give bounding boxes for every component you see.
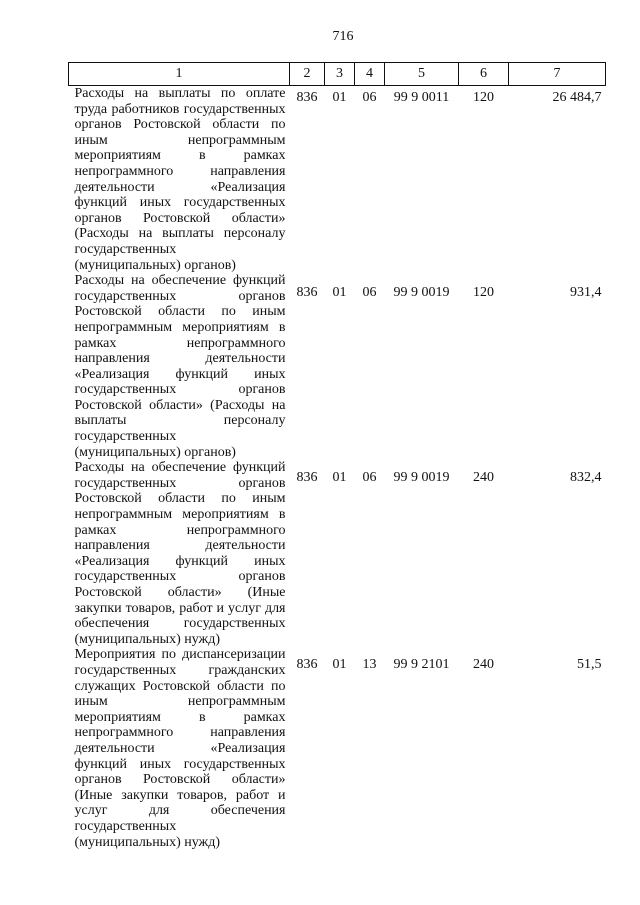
amount: 26 484,7 — [552, 90, 602, 105]
expense-type-code: 240 — [473, 470, 494, 486]
section-code: 01 — [332, 470, 347, 486]
target-article-code: 99 9 0011 — [393, 90, 450, 105]
ministry-code: 836 — [296, 285, 318, 301]
budget-table — [68, 62, 606, 850]
table-header-row — [69, 63, 606, 86]
section-code: 01 — [332, 90, 347, 105]
expense-type-code: 240 — [473, 657, 494, 673]
table-row — [69, 86, 606, 274]
table-row — [69, 647, 606, 850]
section-code: 01 — [332, 657, 347, 673]
section-code: 01 — [332, 285, 347, 301]
column-header: 3 — [325, 63, 355, 86]
amount: 832,4 — [570, 470, 602, 486]
amount: 931,4 — [570, 285, 602, 301]
row-description: Расходы на обеспечение функций государственных органов Ростовской области по иным непрограммным мероприятиям в рамках непрограммного направления деятельности «Реализация функций иных государственных органов Ростовской области» (Иные закупки товаров, работ и услуг для обеспечения государственных (муниципальных) нужд) — [74, 460, 286, 647]
target-article-code: 99 9 0019 — [393, 470, 450, 486]
expense-type-code: 120 — [473, 285, 494, 301]
ministry-code: 836 — [296, 470, 318, 486]
ministry-code: 836 — [296, 657, 318, 673]
subsection-code: 06 — [362, 470, 377, 486]
amount: 51,5 — [577, 657, 602, 673]
column-header: 2 — [290, 63, 325, 86]
row-description: Расходы на обеспечение функций государственных органов Ростовской области по иным непрограммным мероприятиям в рамках непрограммного направления деятельности «Реализация функций иных государственных органов Ростовской области» (Расходы на выплаты персоналу государственных (муниципальных) органов) — [74, 273, 286, 460]
table-row — [69, 460, 606, 647]
row-description: Расходы на выплаты по оплате труда работников государственных органов Ростовской области по иным непрограммным мероприятиям в рамках непрограммного направления деятельности «Реализация функций иных государственных органов Ростовской области» (Расходы на выплаты персоналу государственных (муниципальных) органов) — [74, 86, 286, 273]
column-header: 6 — [459, 63, 509, 86]
target-article-code: 99 9 2101 — [393, 657, 450, 673]
subsection-code: 13 — [362, 657, 377, 673]
subsection-code: 06 — [362, 90, 377, 105]
table-row — [69, 273, 606, 460]
target-article-code: 99 9 0019 — [393, 285, 450, 301]
subsection-code: 06 — [362, 285, 377, 301]
column-header: 7 — [509, 63, 606, 86]
column-header: 4 — [355, 63, 385, 86]
expense-type-code: 120 — [473, 90, 494, 105]
row-description: Мероприятия по диспансеризации государственных гражданских служащих Ростовской области по иным непрограммным мероприятиям в рамках непрограммного направления деятельности «Реализация функций иных государственных органов Ростовской области» (Иные закупки товаров, работ и услуг для обеспечения государственных (муниципальных) нужд) — [74, 647, 286, 850]
ministry-code: 836 — [296, 90, 318, 105]
page-number: 716 — [332, 29, 354, 44]
column-header: 5 — [385, 63, 459, 86]
column-header: 1 — [69, 63, 290, 86]
